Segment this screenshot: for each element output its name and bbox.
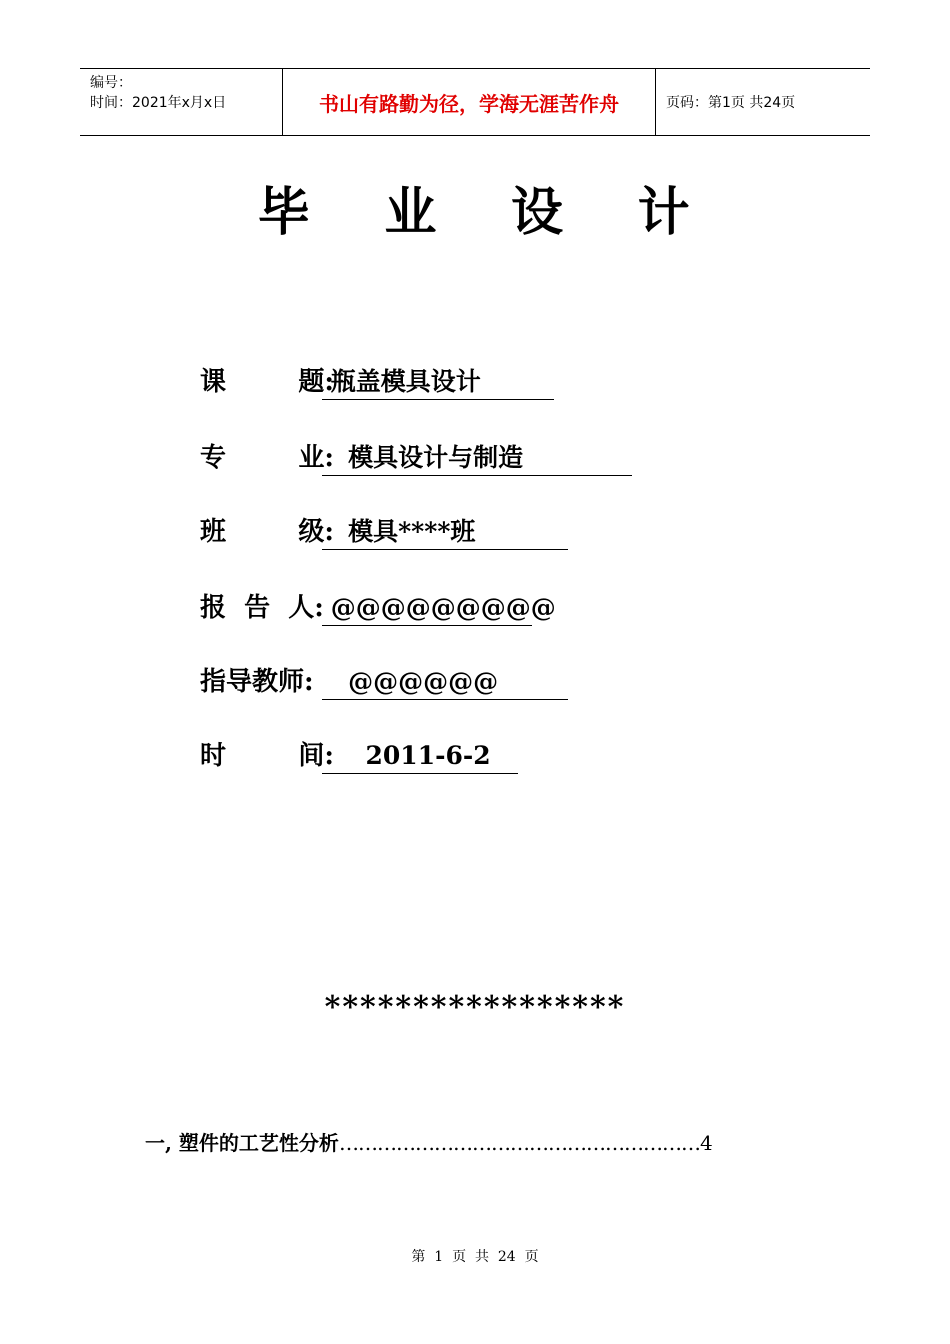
class-value: 模具****班	[322, 514, 568, 550]
info-row-major	[200, 440, 524, 476]
document-title	[0, 170, 950, 245]
document-number-label: 编号：	[90, 75, 132, 91]
page-header	[80, 68, 870, 136]
toc-leader-dots: …………………………………………………	[338, 1131, 700, 1155]
header-meta	[80, 69, 282, 135]
major-value: 模具设计与制造	[322, 440, 632, 476]
page-footer: 第 1 页 共 24 页	[411, 1249, 539, 1265]
document-time-label: 时间：2021年x月x日	[90, 95, 227, 111]
toc-page-number: 4	[699, 1131, 713, 1155]
info-row-class	[200, 514, 476, 550]
toc-entry[interactable]	[145, 1127, 713, 1156]
time-label: 时 间:	[200, 741, 335, 771]
title-char: 设	[511, 182, 566, 243]
advisor-value: @@@@@@	[322, 664, 568, 700]
header-motto: 书山有路勤为径，学海无涯苦作舟	[282, 69, 656, 135]
topic-value: 瓶盖模具设计	[322, 364, 554, 400]
info-row-reporter	[200, 590, 556, 626]
major-label: 专 业:	[200, 443, 335, 473]
reporter-label: 报 告 人:	[200, 593, 324, 623]
topic-label: 课 题:	[200, 367, 335, 397]
info-row-advisor	[200, 664, 499, 700]
reporter-value: @@@@@@@@@	[322, 590, 532, 626]
header-page-info: 页码：第1页 共24页	[666, 95, 796, 111]
info-row-topic	[200, 364, 481, 400]
advisor-label: 指导教师:	[200, 667, 314, 697]
toc-entry-title: 一, 塑件的工艺性分析	[145, 1131, 339, 1155]
info-row-time	[200, 738, 491, 774]
separator-stars: *****************	[324, 990, 626, 1025]
time-value: 2011-6-2	[322, 738, 518, 774]
title-char: 毕	[257, 182, 313, 243]
class-label: 班 级:	[200, 517, 335, 547]
title-char: 计	[637, 182, 693, 243]
title-char: 业	[384, 182, 439, 243]
